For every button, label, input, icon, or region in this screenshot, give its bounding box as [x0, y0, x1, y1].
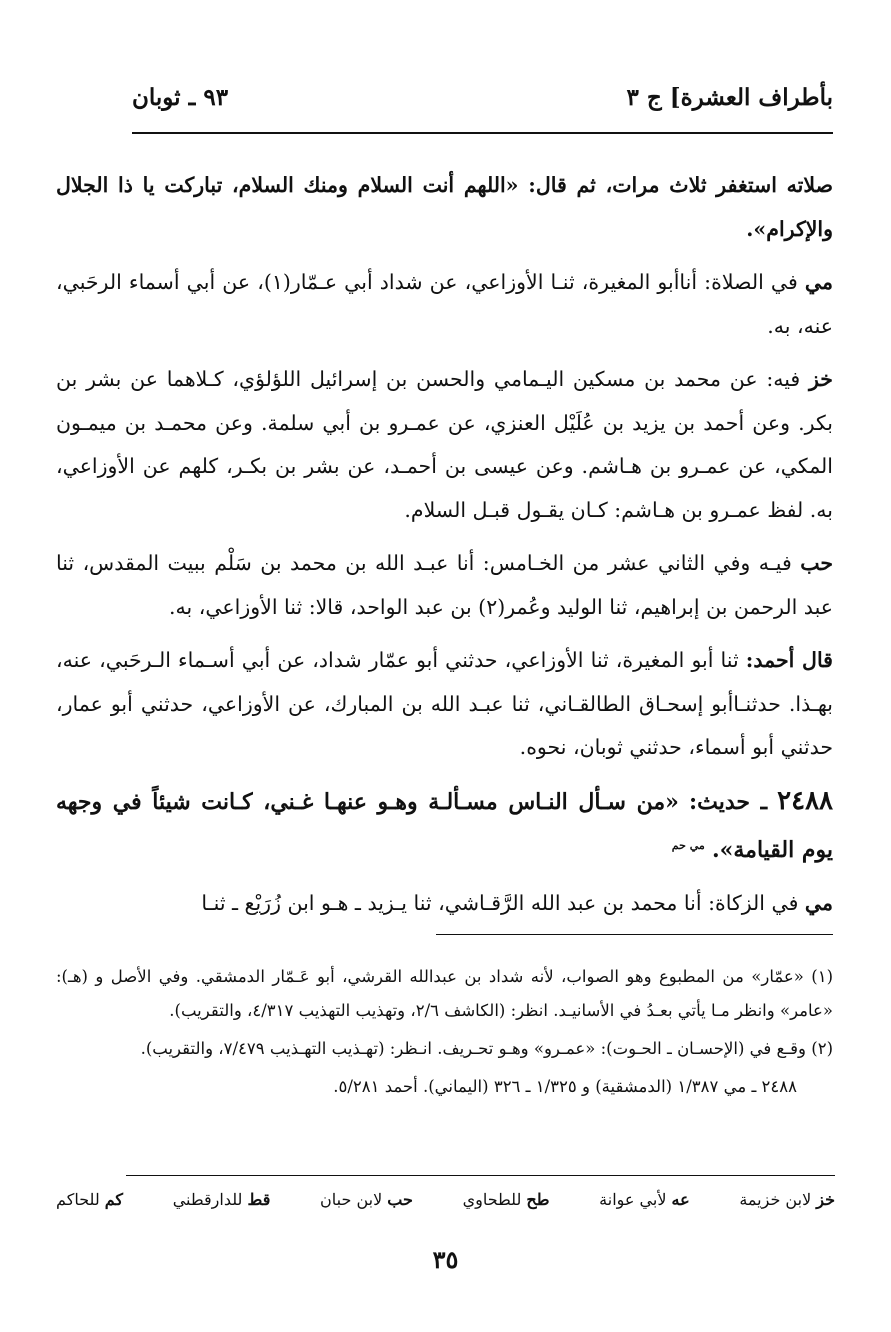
- source-siglum: خز: [809, 367, 833, 391]
- paragraph-text: صلاته استغفر ثلاث مرات، ثم قال: «اللهم أنت السلام ومنك السلام، تباركت يا ذا الجلال والإكرام».: [56, 173, 833, 241]
- paragraph-text: في الزكاة: أنا محمد بن عبد الله الرَّقـاشي، ثنا يـزيد ـ هـو ابن زُرَيْع ـ ثنـا: [201, 891, 799, 916]
- abbreviation-item: حب لابن حبان: [320, 1190, 413, 1209]
- abbreviation-item: خز لابن خزيمة: [739, 1190, 835, 1209]
- paragraph-text: فيه: عن محمد بن مسكين اليـمامي والحسن بن إسرائيل اللؤلؤي، كـلاهما عن بشر بن بكر. وعن أحمد بن يزيد بن عُلَيْل العنزي، عن عمـرو بن أبي سلمة. وعن محمـد بن ميمـون المكي، عن عمـرو بن هـاشم. وعن عيسى بن أحمـد، عن بشر بن بكـر، كلهم عن الأوزاعي، به. لفظ عمـرو بن هـاشم: كـان يقـول قبـل السلام.: [56, 367, 833, 522]
- paragraph-text: في الصلاة: أناأبو المغيرة، ثنـا الأوزاعي، عن شداد أبي عـمّار(١)، عن أبي أسماء الرحَبي، عنه، به.: [56, 270, 833, 338]
- abbreviation-item: قط للدارقطني: [172, 1190, 271, 1209]
- source-siglum: قال أحمد:: [745, 648, 833, 672]
- paragraph-continuation: [56, 164, 833, 251]
- abbreviation-item: طح للطحاوي: [462, 1190, 550, 1209]
- source-siglum: حب: [800, 551, 833, 575]
- paragraph-hb: [56, 542, 833, 629]
- hadith-number: ٢٤٨٨: [777, 785, 834, 816]
- footnote-1: (١) «عمّار» من المطبوع وهو الصواب، لأنه شداد بن عبدالله القرشي، أبو عَـمّار الدمشقي. وفي الأصل و (هـ): «عامر» وانظر مـا يأتي بعـدُ في الأسانيـد. انظر: (الكاشف ٢/٦، وتهذيب التهذيب ٤/٣١٧، والتقريب).: [56, 967, 833, 1020]
- abbreviation-key: [56, 1190, 835, 1209]
- hadith-entry: [56, 780, 833, 873]
- source-references: ٢٤٨٨ ـ مي ١/٣٨٧ (الدمشقية) و ١/٣٢٥ ـ ٣٢٦ (اليماني). أحمد ٥/٢٨١.: [333, 1077, 797, 1096]
- source-siglum: مي: [804, 270, 833, 294]
- abbreviation-item: كم للحاكم: [56, 1190, 124, 1209]
- paragraph-text: ثنا أبو المغيرة، ثنا الأوزاعي، حدثني أبو عمّار شداد، عن أبي أسـماء الـرحَبي، عنه، بهـذا. حدثنـاأبو إسحـاق الطالقـاني، ثنا عبـد الله بن المبارك، عن الأوزاعي، حدثني أبو عمار، حدثني أبو أسماء، حدثني ثوبان، نحوه.: [56, 648, 833, 759]
- paragraph-khz: [56, 358, 833, 532]
- footnote-2: (٢) وقـع في (الإحسـان ـ الحـوت): «عمـرو» وهـو تحـريف. انـظر: (تهـذيب التهـذيب ٧/٤٧٩، والتقريب).: [140, 1039, 833, 1058]
- source-siglum: مي: [804, 891, 833, 916]
- abbreviation-item: عه لأبي عوانة: [599, 1190, 690, 1209]
- footnote-rule: [436, 934, 833, 935]
- hadith-label: ـ حديث:: [688, 788, 768, 815]
- running-header-section: ٩٣ ـ ثوبان: [132, 84, 229, 111]
- header-rule: [132, 132, 833, 134]
- margin-sigla: مي حم: [671, 839, 705, 852]
- paragraph-mi: [56, 261, 833, 348]
- hadith-text: «من سـأل النـاس مسـألـة وهـو عنهـا غـني، كـانت شيئاً في وجهه يوم القيامة».: [56, 788, 833, 863]
- main-text: [56, 164, 833, 936]
- running-header-title: بأطراف العشرة] ج ٣: [626, 84, 833, 111]
- paragraph-ahmad: [56, 639, 833, 770]
- paragraph-text: فيـه وفي الثاني عشر من الخـامس: أنا عبـد الله بن محمد بن سَلْم ببيت المقدس، ثنا عبد الرحمن بن إبراهيم، ثنا الوليد وعُمر(٢) بن عبد الواحد، قالا: ثنا الأوزاعي، به.: [56, 551, 833, 619]
- bottom-rule: [126, 1175, 835, 1176]
- footnotes: [56, 960, 833, 1108]
- page-number: ٣٥: [432, 1245, 459, 1274]
- paragraph-mi-zakat: [56, 882, 833, 926]
